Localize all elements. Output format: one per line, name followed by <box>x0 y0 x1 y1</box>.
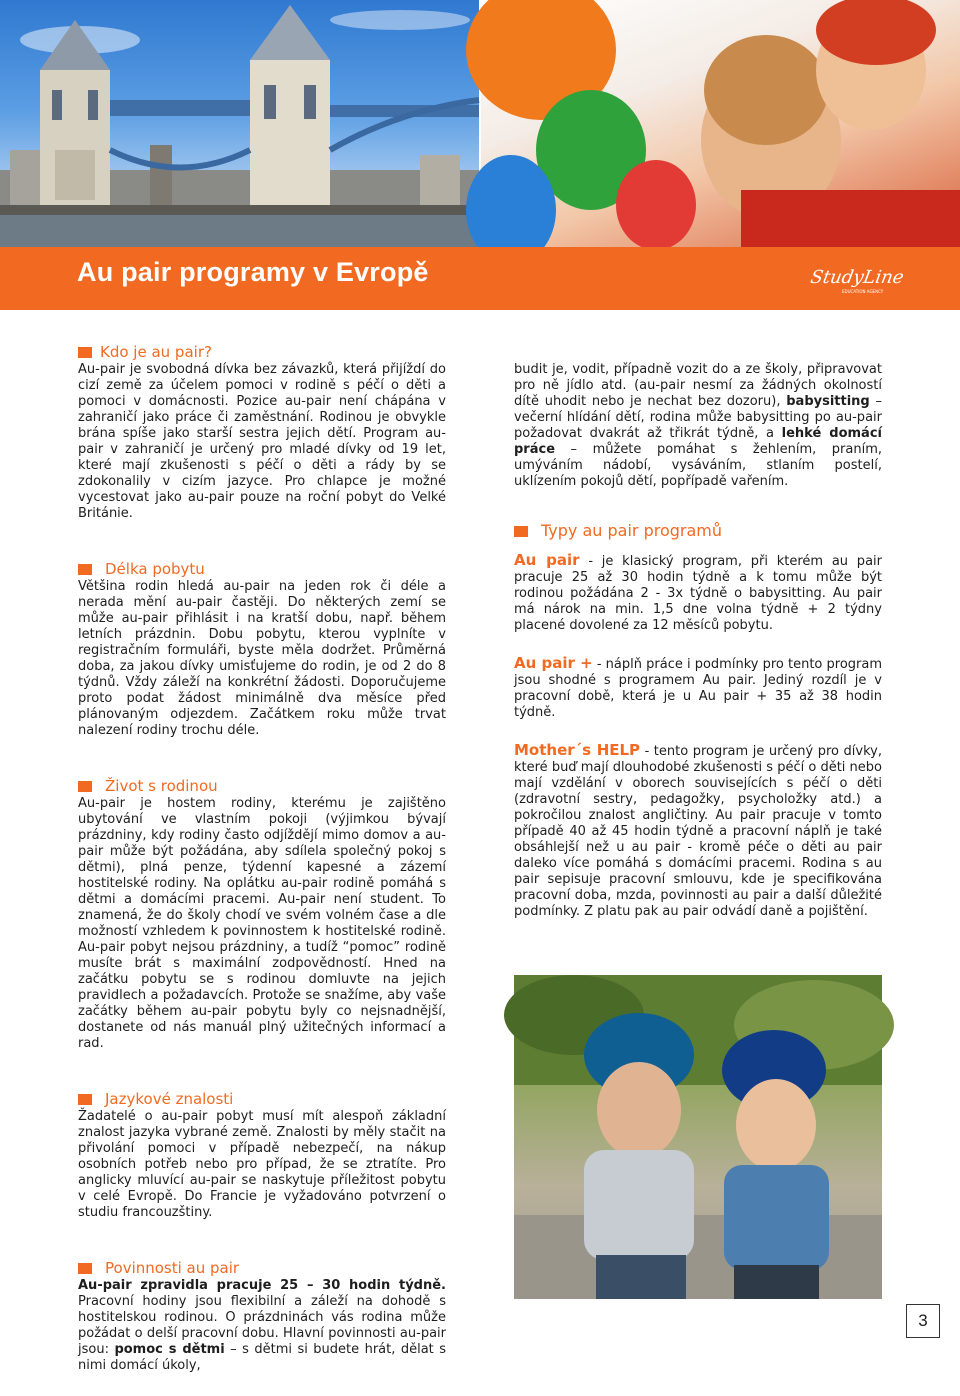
program-au-pair <box>514 552 882 634</box>
section-duties <box>78 1259 446 1374</box>
duties-hours: Au-pair zpravidla pracuje 25 – 30 hodin týdně. <box>78 1278 446 1293</box>
cont-text-1: budit je, vodit, případně vozit do a ze školy, připravovat pro ně jídlo atd. (au-pair nesmí za žádných okolností dítě uhodit nebo je nechat bez dozoru), <box>514 362 882 409</box>
program-title-mothers-help: Mother´s HELP <box>514 741 641 759</box>
heading-family-life: Život s rodinou <box>105 777 218 795</box>
page-title: Au pair programy v Evropě <box>77 257 429 287</box>
section-who <box>78 343 446 522</box>
cont-text-2: – večerní hlídání dětí, rodina může babysitting po au-pair požadovat dvakrát až třikrát týdně, a <box>514 394 882 441</box>
bullet-square-icon <box>78 347 92 358</box>
bullet-square-icon <box>78 564 92 575</box>
cont-text-3: – můžete pomáhat s žehlením, praním, umýváním nádobí, vysáváním, stlaním postelí, uklízením pokojů dětí, popřípadě vařením. <box>514 442 882 489</box>
housework-term: lehké domácí práce <box>514 426 882 457</box>
bullet-square-icon <box>78 781 92 792</box>
heading-language: Jazykové znalosti <box>105 1090 234 1108</box>
duties-text: Pracovní hodiny jsou flexibilní a záleží na dohodě s hostitelskou rodinou. O prázdninách vás rodina může požádat o delší pracovní dobu. Hlavní povinnosti au-pair jsou: <box>78 1294 446 1357</box>
studyline-logo <box>808 259 906 299</box>
header-photos <box>0 0 960 247</box>
bullet-square-icon <box>78 1094 92 1105</box>
heading-program-types: Typy au pair programů <box>541 521 722 540</box>
paragraph-duties-continued <box>514 362 882 490</box>
svg-text:EDUCATION AGENCY: EDUCATION AGENCY <box>842 289 884 294</box>
page-number: 3 <box>906 1304 940 1338</box>
section-language <box>78 1090 446 1221</box>
section-heading <box>78 1259 446 1277</box>
program-title-au-pair-plus: Au pair + <box>514 654 593 672</box>
heading-who: Kdo je au pair? <box>100 343 212 361</box>
section-family-life <box>78 777 446 1052</box>
duties-childcare: pomoc s dětmi <box>114 1342 225 1357</box>
left-column <box>78 343 446 1396</box>
section-duration <box>78 560 446 739</box>
section-heading <box>78 343 446 361</box>
program-desc-au-pair: - je klasický program, při kterém au pair pracuje 25 až 30 hodin týdně a k tomu může být rodinou požádána 2 - 3x týdně o babysitting. Au pair má nárok na min. 1,5 dne volna týdně + 2 týdny placené dovolené za 12 měsíců pobytu. <box>514 554 882 633</box>
paragraph-family-life: Au-pair je hostem rodiny, kterému je zajištěno ubytování ve vlastním pokoji (výjimkou bývají prázdniny, kdy rodiny často odjíždějí mimo domov a au-pair může být požádána, aby sdílela společný pokoj s dětmi), plná penze, týdenní kapesné a zázemí hostitelské rodiny. Na oplátku au-pair rodině pomáhá s dětmi a domácími pracemi. Au-pair není student. To znamená, že do školy chodí ve svém volném čase a dle možností vzhledem k povinnostem k hostitelské rodině. Au-pair pobyt nejsou prázdniny, a tudíž “pomoc” rodině musíte brát s maximální zodpovědností. Hned na začátku pobytu se s rodinou domluvte na jejich pravidlech a požadavcích. Protože se snažíme, aby vaše začátky během au-pair pobytu byly co nejsnadnější, dostanete od nás manuál plný užitečných informací a rad. <box>78 796 446 1051</box>
family-balloons-photo <box>481 0 960 247</box>
program-mothers-help <box>514 742 882 920</box>
bullet-square-icon <box>514 526 528 537</box>
paragraph-who: Au-pair je svobodná dívka bez závazků, která přijíždí do cizí země za účelem pomoci v rodině s péčí o děti a pomoci v domácnosti. Pozice au-pair není chápána v zahraničí jako práce či zaměstnání. Rodinou je obvykle brána spíše jako starší sestra jejich dětí. Program au-pair v zahraničí je určený pro mladé dívky od 19 let, které mají zkušenosti s péčí o děti a rády by se zdokonalily v cizím jazyce. Pro chlapce je možné vycestovat jako au-pair pouze na roční pobyt do Velké Británie. <box>78 362 446 521</box>
duties-text-end: – s dětmi si budete hrát, dělat s nimi domácí úkoly, <box>78 1342 447 1373</box>
right-column <box>514 362 882 920</box>
heading-duration: Délka pobytu <box>105 560 205 578</box>
program-title-au-pair: Au pair <box>514 551 580 569</box>
svg-text:StudyLine: StudyLine <box>808 267 906 288</box>
section-heading <box>78 777 446 795</box>
paragraph-duration: Většina rodin hledá au-pair na jeden rok či déle a nerada mění au-pair častěji. Do některých zemí se může au-pair přihlásit i na kratší dobu, např. během letních prázdnin. Dobu pobytu, kterou vyplníte v registračním formuláři, byste měla dodržet. Průměrná doba, za jakou dívky umisťujeme do rodin, je od 2 do 8 týdnů. Vždy záleží na konkrétní žádosti. Doporučujeme proto podat žádost minimálně dva měsíce před plánovaným odjezdem. Začátkem roku může trvat nalezení rodiny trochu déle. <box>78 579 446 738</box>
section-heading <box>514 522 882 540</box>
section-heading <box>78 1090 446 1108</box>
title-band <box>0 247 960 310</box>
paragraph-language: Žadatelé o au-pair pobyt musí mít alespoň základní znalost jazyka vybrané země. Znalosti by měly stačit na přivolání pomoci v případě nebezpečí, na nákup osobních potřeb nebo pro případ, že se ztratíte. Pro anglicky mluvící au-pair se naskytuje příležitost pobytu v celé Evropě. Do Francie je vyžadováno potvrzení o studiu francouzštiny. <box>78 1109 446 1220</box>
tower-bridge-photo <box>0 0 479 247</box>
section-heading <box>78 560 446 578</box>
program-desc-mothers-help: - tento program je určený pro dívky, které buď mají dlouhodobé zkušenosti s péčí o děti nebo mají vzdělání v oborech souvisejících s péčí o děti (zdravotní sestry, pedagožky, psycholožky atd.) a pokročilou znalost angličtiny. Au pair pracuje v tomto případě 40 až 45 hodin týdně a pracovní náplň je také obsáhlejší než u au pair - kromě péče o děti au pair daleko více pomáhá s domácími pracemi. Rodina s au pair sepisuje pracovní smlouvu, kde je specifikována pracovní doba, mzda, povinnosti au pair a další důležité podmínky. Z platu pak au pair odvádí daně a pojištění. <box>514 744 882 919</box>
program-au-pair-plus <box>514 655 882 721</box>
babysitting-term: babysitting <box>786 394 870 409</box>
heading-duties: Povinnosti au pair <box>105 1259 240 1277</box>
program-desc-au-pair-plus: - náplň práce i podmínky pro tento program jsou shodné s programem Au pair. Jediný rozdíl je v pracovní době, která je u Au pair + 35 až 38 hodin týdně. <box>514 657 883 720</box>
paragraph-duties <box>78 1278 446 1374</box>
kids-helmets-photo <box>514 975 882 1299</box>
bullet-square-icon <box>78 1263 92 1274</box>
